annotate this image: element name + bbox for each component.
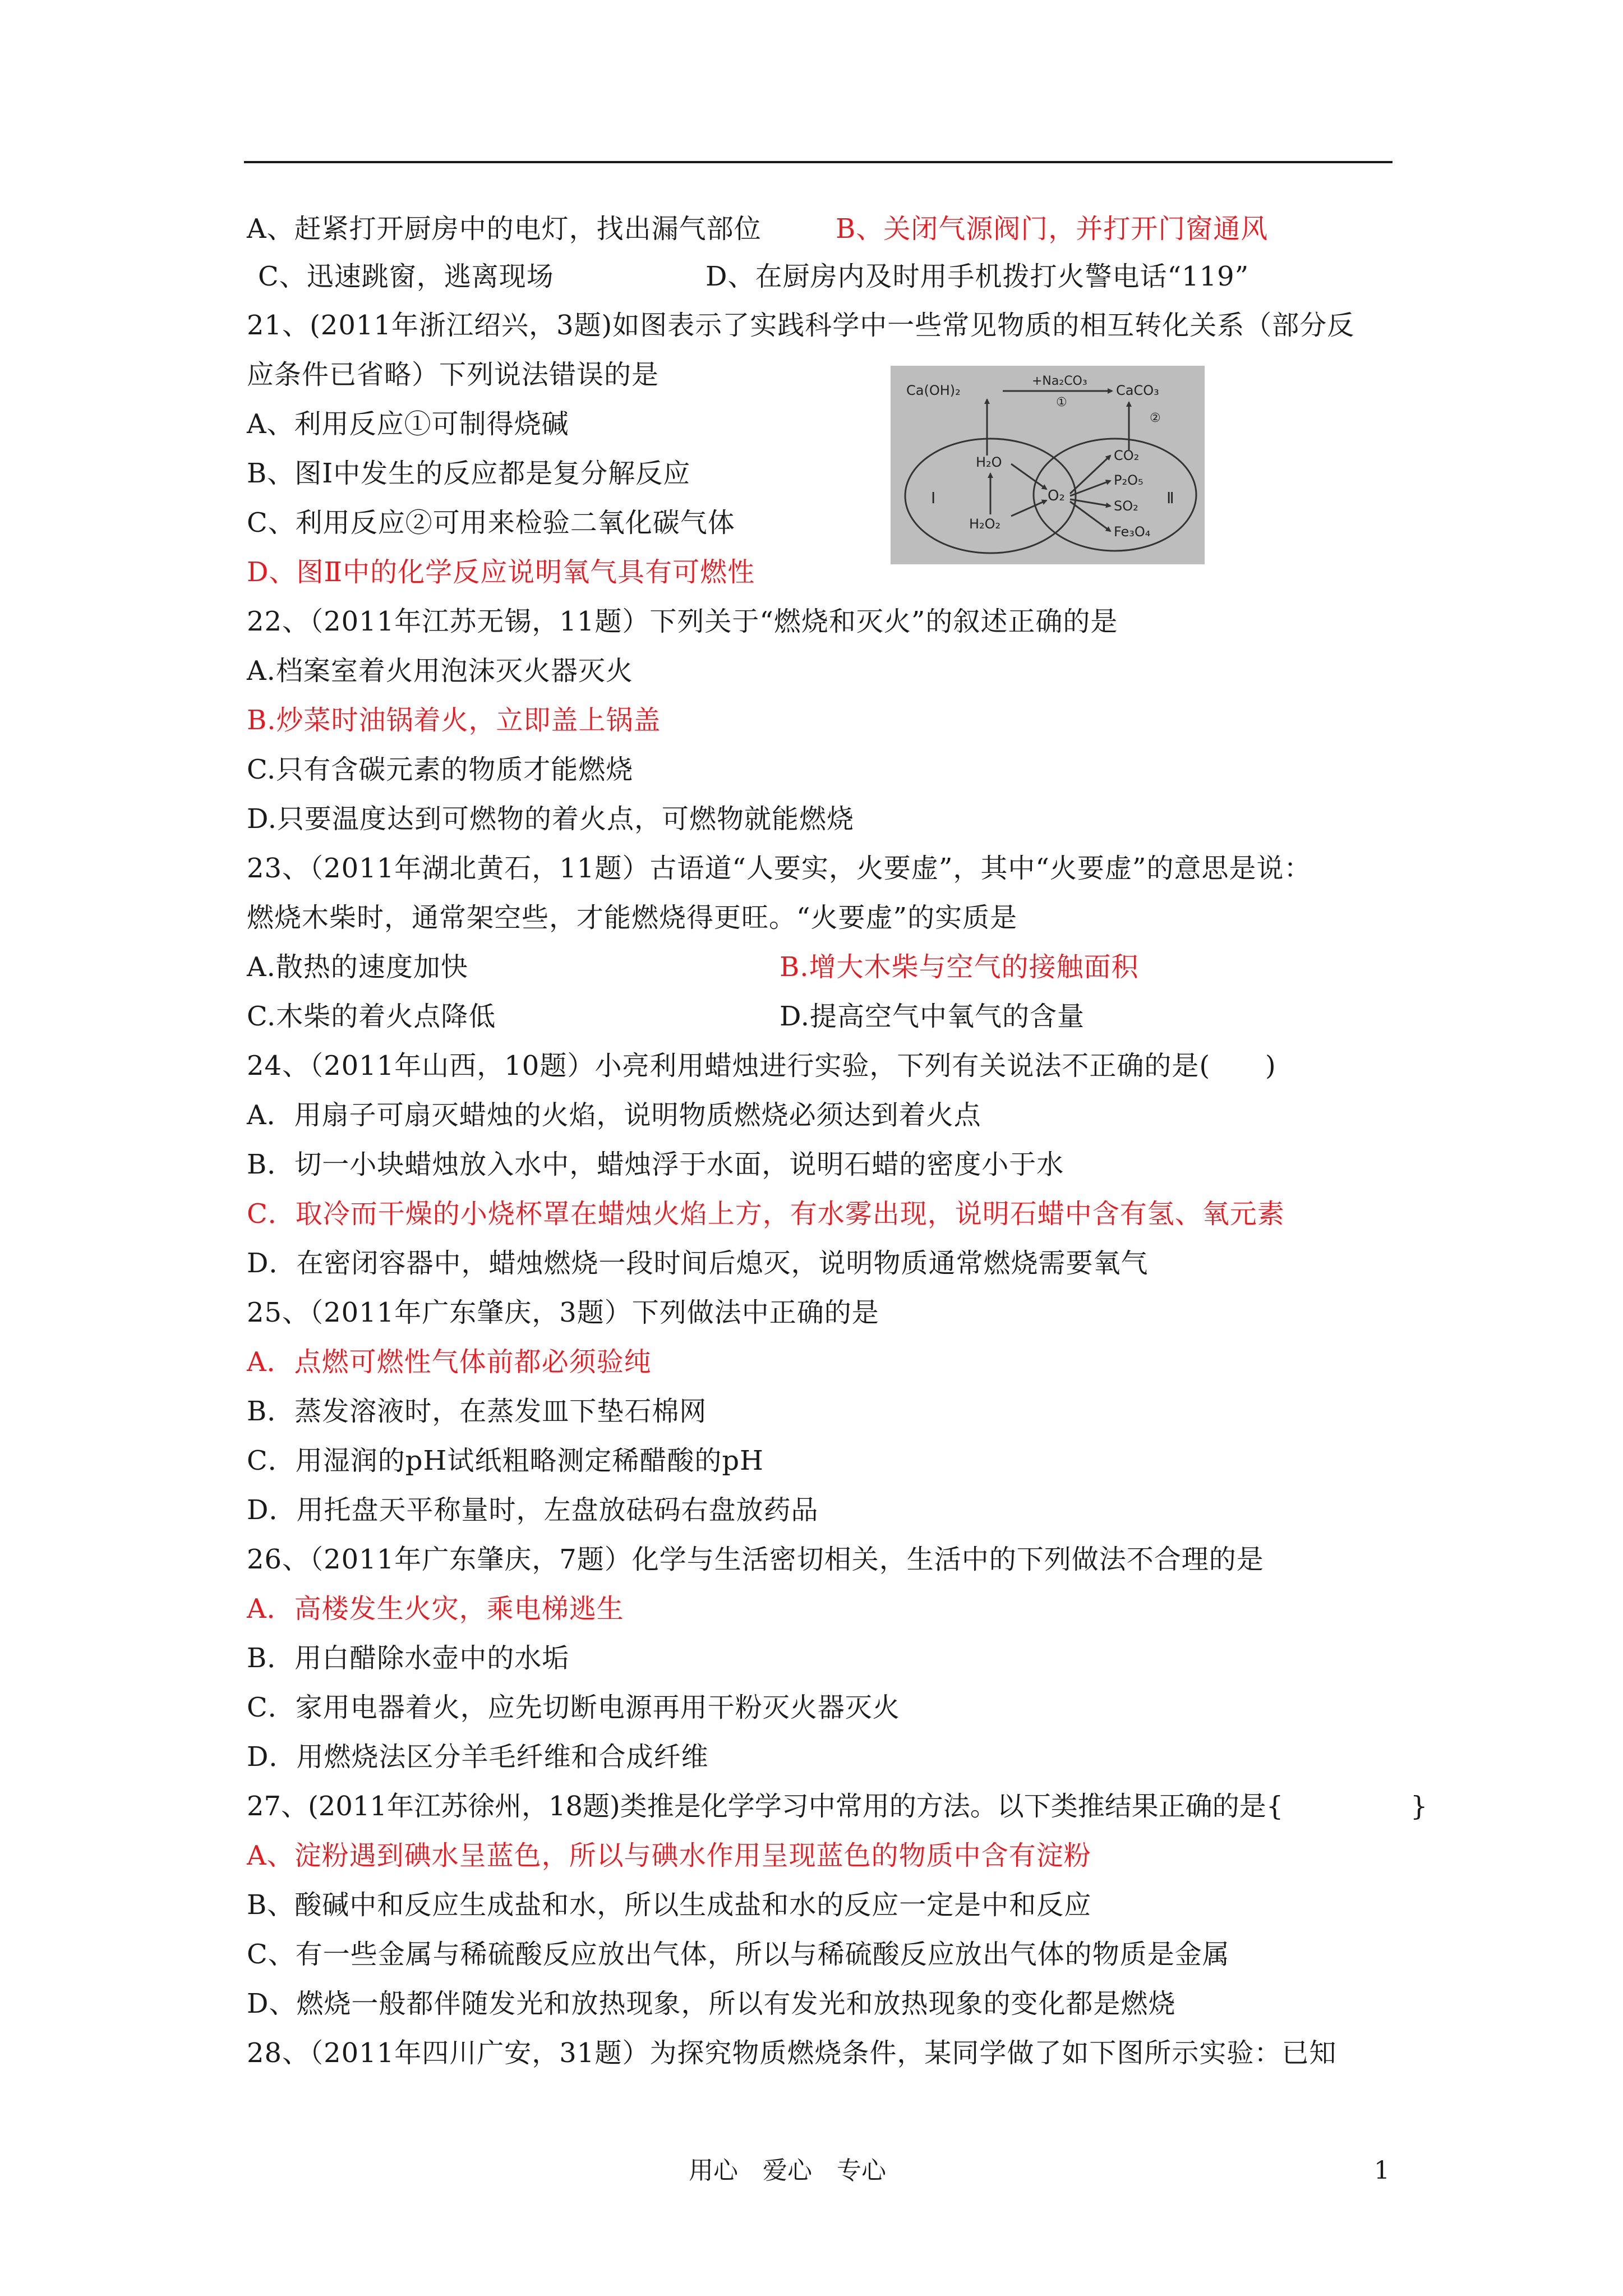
- q27-option-a: A、淀粉遇到碘水呈蓝色，所以与碘水作用呈现蓝色的物质中含有淀粉: [247, 1840, 1091, 1871]
- q24-option-c: C．取冷而干燥的小烧杯罩在蜡烛火焰上方，有水雾出现，说明石蜡中含有氢、氧元素: [247, 1198, 1285, 1230]
- q25-option-a: A．点燃可燃性气体前都必须验纯: [247, 1346, 652, 1378]
- q24-option-a: A．用扇子可扇灭蜡烛的火焰，说明物质燃烧必须达到着火点: [247, 1099, 981, 1131]
- q22-stem: 22、（2011年江苏无锡，11题）下列关于“燃烧和灭火”的叙述正确的是: [247, 606, 1118, 637]
- q23-option-c: C.木柴的着火点降低: [247, 1001, 496, 1032]
- q27-stem-closing-brace: }: [1410, 1791, 1428, 1822]
- q22-option-b: B.炒菜时油锅着火，立即盖上锅盖: [247, 705, 661, 736]
- label-reaction-2: ②: [1150, 411, 1161, 425]
- q21-stem-line2: 应条件已省略）下列说法错误的是: [247, 359, 660, 390]
- q24-option-d: D．在密闭容器中，蜡烛燃烧一段时间后熄灭，说明物质通常燃烧需要氧气: [247, 1248, 1149, 1279]
- q23-stem-line1: 23、（2011年湖北黄石，11题）古语道“人要实，火要虚”，其中“火要虚”的意思是说：: [247, 853, 1312, 884]
- label-set-1: Ⅰ: [931, 489, 936, 507]
- q26-option-a: A．高楼发生火灾，乘电梯逃生: [247, 1593, 624, 1625]
- q26-option-b: B．用白醋除水壶中的水垢: [247, 1642, 570, 1674]
- q22-option-c: C.只有含碳元素的物质才能燃烧: [247, 754, 634, 785]
- label-reaction-1: ①: [1056, 395, 1067, 409]
- q21-stem-line1: 21、(2011年浙江绍兴，3题)如图表示了实践科学中一些常见物质的相互转化关系（部分反: [247, 310, 1355, 341]
- q27-option-d: D、燃烧一般都伴随发光和放热现象，所以有发光和放热现象的变化都是燃烧: [247, 1988, 1176, 2019]
- q20-option-d: D、在厨房内及时用手机拨打火警电话“119”: [706, 261, 1249, 292]
- q23-option-a: A.散热的速度加快: [247, 951, 468, 983]
- q23-option-b: B.增大木柴与空气的接触面积: [780, 951, 1139, 983]
- page-number: 1: [1374, 2156, 1390, 2185]
- label-h2o: H₂O: [976, 454, 1002, 470]
- q21-option-c: C、利用反应②可用来检验二氧化碳气体: [247, 507, 735, 539]
- label-fe3o4: Fe₃O₄: [1114, 524, 1151, 540]
- q22-option-a: A.档案室着火用泡沫灭火器灭火: [247, 655, 633, 687]
- q23-option-d: D.提高空气中氧气的含量: [780, 1001, 1085, 1032]
- q28-stem: 28、（2011年四川广安，31题）为探究物质燃烧条件，某同学做了如下图所示实验：已知: [247, 2037, 1337, 2069]
- label-so2: SO₂: [1114, 498, 1138, 514]
- q27-stem: 27、(2011年江苏徐州，18题)类推是化学学习中常用的方法。以下类推结果正确的是{: [247, 1791, 1284, 1822]
- q20-option-a: A、赶紧打开厨房中的电灯，找出漏气部位: [247, 213, 762, 245]
- q25-option-d: D．用托盘天平称量时，左盘放砝码右盘放药品: [247, 1494, 819, 1526]
- q24-stem: 24、（2011年山西，10题）小亮利用蜡烛进行实验，下列有关说法不正确的是( ): [247, 1050, 1276, 1082]
- label-set-2: Ⅱ: [1166, 489, 1174, 507]
- label-o2: O₂: [1048, 487, 1065, 504]
- q26-option-d: D．用燃烧法区分羊毛纤维和合成纤维: [247, 1741, 709, 1773]
- q26-stem: 26、（2011年广东肇庆，7题）化学与生活密切相关，生活中的下列做法不合理的是: [247, 1544, 1264, 1575]
- q21-figure-reaction-diagram: [891, 366, 1205, 564]
- q21-option-d: D、图Ⅱ中的化学反应说明氧气具有可燃性: [247, 556, 755, 588]
- label-p2o5: P₂O₅: [1114, 472, 1144, 488]
- label-h2o2: H₂O₂: [969, 516, 1001, 532]
- footer-motto: 用心 爱心 专心: [689, 2156, 886, 2185]
- label-na2co3: +Na₂CO₃: [1032, 374, 1087, 388]
- q20-option-b: B、关闭气源阀门，并打开门窗通风: [836, 213, 1269, 245]
- q26-option-c: C．家用电器着火，应先切断电源再用干粉灭火器灭火: [247, 1692, 900, 1723]
- header-rule: [244, 161, 1393, 163]
- q25-option-b: B．蒸发溶液时，在蒸发皿下垫石棉网: [247, 1396, 707, 1427]
- q21-option-b: B、图Ⅰ中发生的反应都是复分解反应: [247, 458, 691, 489]
- q27-option-c: C、有一些金属与稀硫酸反应放出气体，所以与稀硫酸反应放出气体的物质是金属: [247, 1939, 1230, 1970]
- q27-option-b: B、酸碱中和反应生成盐和水，所以生成盐和水的反应一定是中和反应: [247, 1889, 1092, 1921]
- q25-option-c: C．用湿润的pH试纸粗略测定稀醋酸的pH: [247, 1445, 764, 1476]
- label-caoh2: Ca(OH)₂: [906, 383, 961, 398]
- q20-option-c: C、迅速跳窗，逃离现场: [258, 261, 554, 292]
- q21-option-a: A、利用反应①可制得烧碱: [247, 408, 569, 440]
- q24-option-b: B．切一小块蜡烛放入水中，蜡烛浮于水面，说明石蜡的密度小于水: [247, 1149, 1064, 1180]
- q22-option-d: D.只要温度达到可燃物的着火点，可燃物就能燃烧: [247, 803, 855, 835]
- q25-stem: 25、（2011年广东肇庆，3题）下列做法中正确的是: [247, 1297, 879, 1328]
- label-caco3: CaCO₃: [1116, 383, 1159, 398]
- q23-stem-line2: 燃烧木柴时，通常架空些，才能燃烧得更旺。“火要虚”的实质是: [247, 902, 1018, 933]
- label-co2: CO₂: [1114, 448, 1140, 463]
